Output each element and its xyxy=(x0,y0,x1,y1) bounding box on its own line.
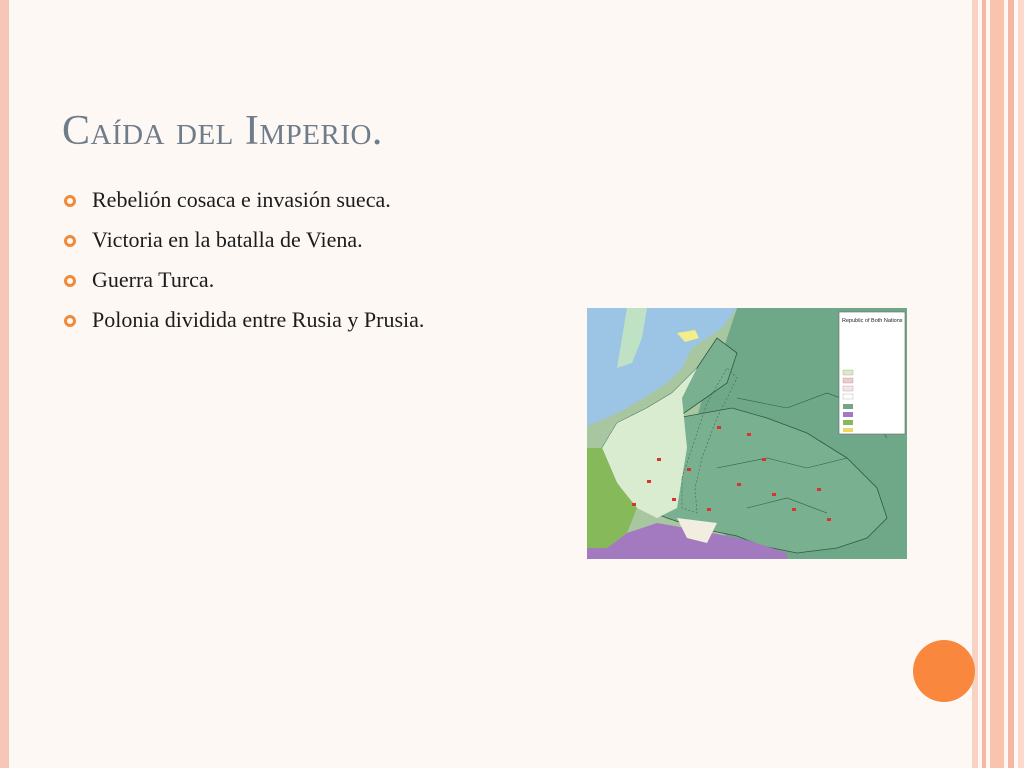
bullet-text: Polonia dividida entre Rusia y Prusia. xyxy=(92,307,425,332)
right-stripe-decoration xyxy=(972,0,1024,768)
bullet-ring-icon xyxy=(64,235,76,247)
bullet-text: Rebelión cosaca e invasión sueca. xyxy=(92,187,391,212)
bullet-item xyxy=(62,224,492,256)
bullet-ring-icon xyxy=(64,195,76,207)
bullet-ring-icon xyxy=(64,275,76,287)
bullet-text: Guerra Turca. xyxy=(92,267,215,292)
bullet-list xyxy=(62,184,492,344)
left-border-decoration xyxy=(0,0,9,768)
bullet-ring-icon xyxy=(64,315,76,327)
bullet-item xyxy=(62,304,492,336)
bullet-item xyxy=(62,264,492,296)
orange-circle-decoration xyxy=(913,640,975,702)
slide-title: Caída del Imperio. xyxy=(62,108,383,154)
bullet-item xyxy=(62,184,492,216)
historical-map-image xyxy=(587,308,907,559)
map-legend-title: Republic of Both Nations xyxy=(842,318,903,324)
bullet-text: Victoria en la batalla de Viena. xyxy=(92,227,363,252)
